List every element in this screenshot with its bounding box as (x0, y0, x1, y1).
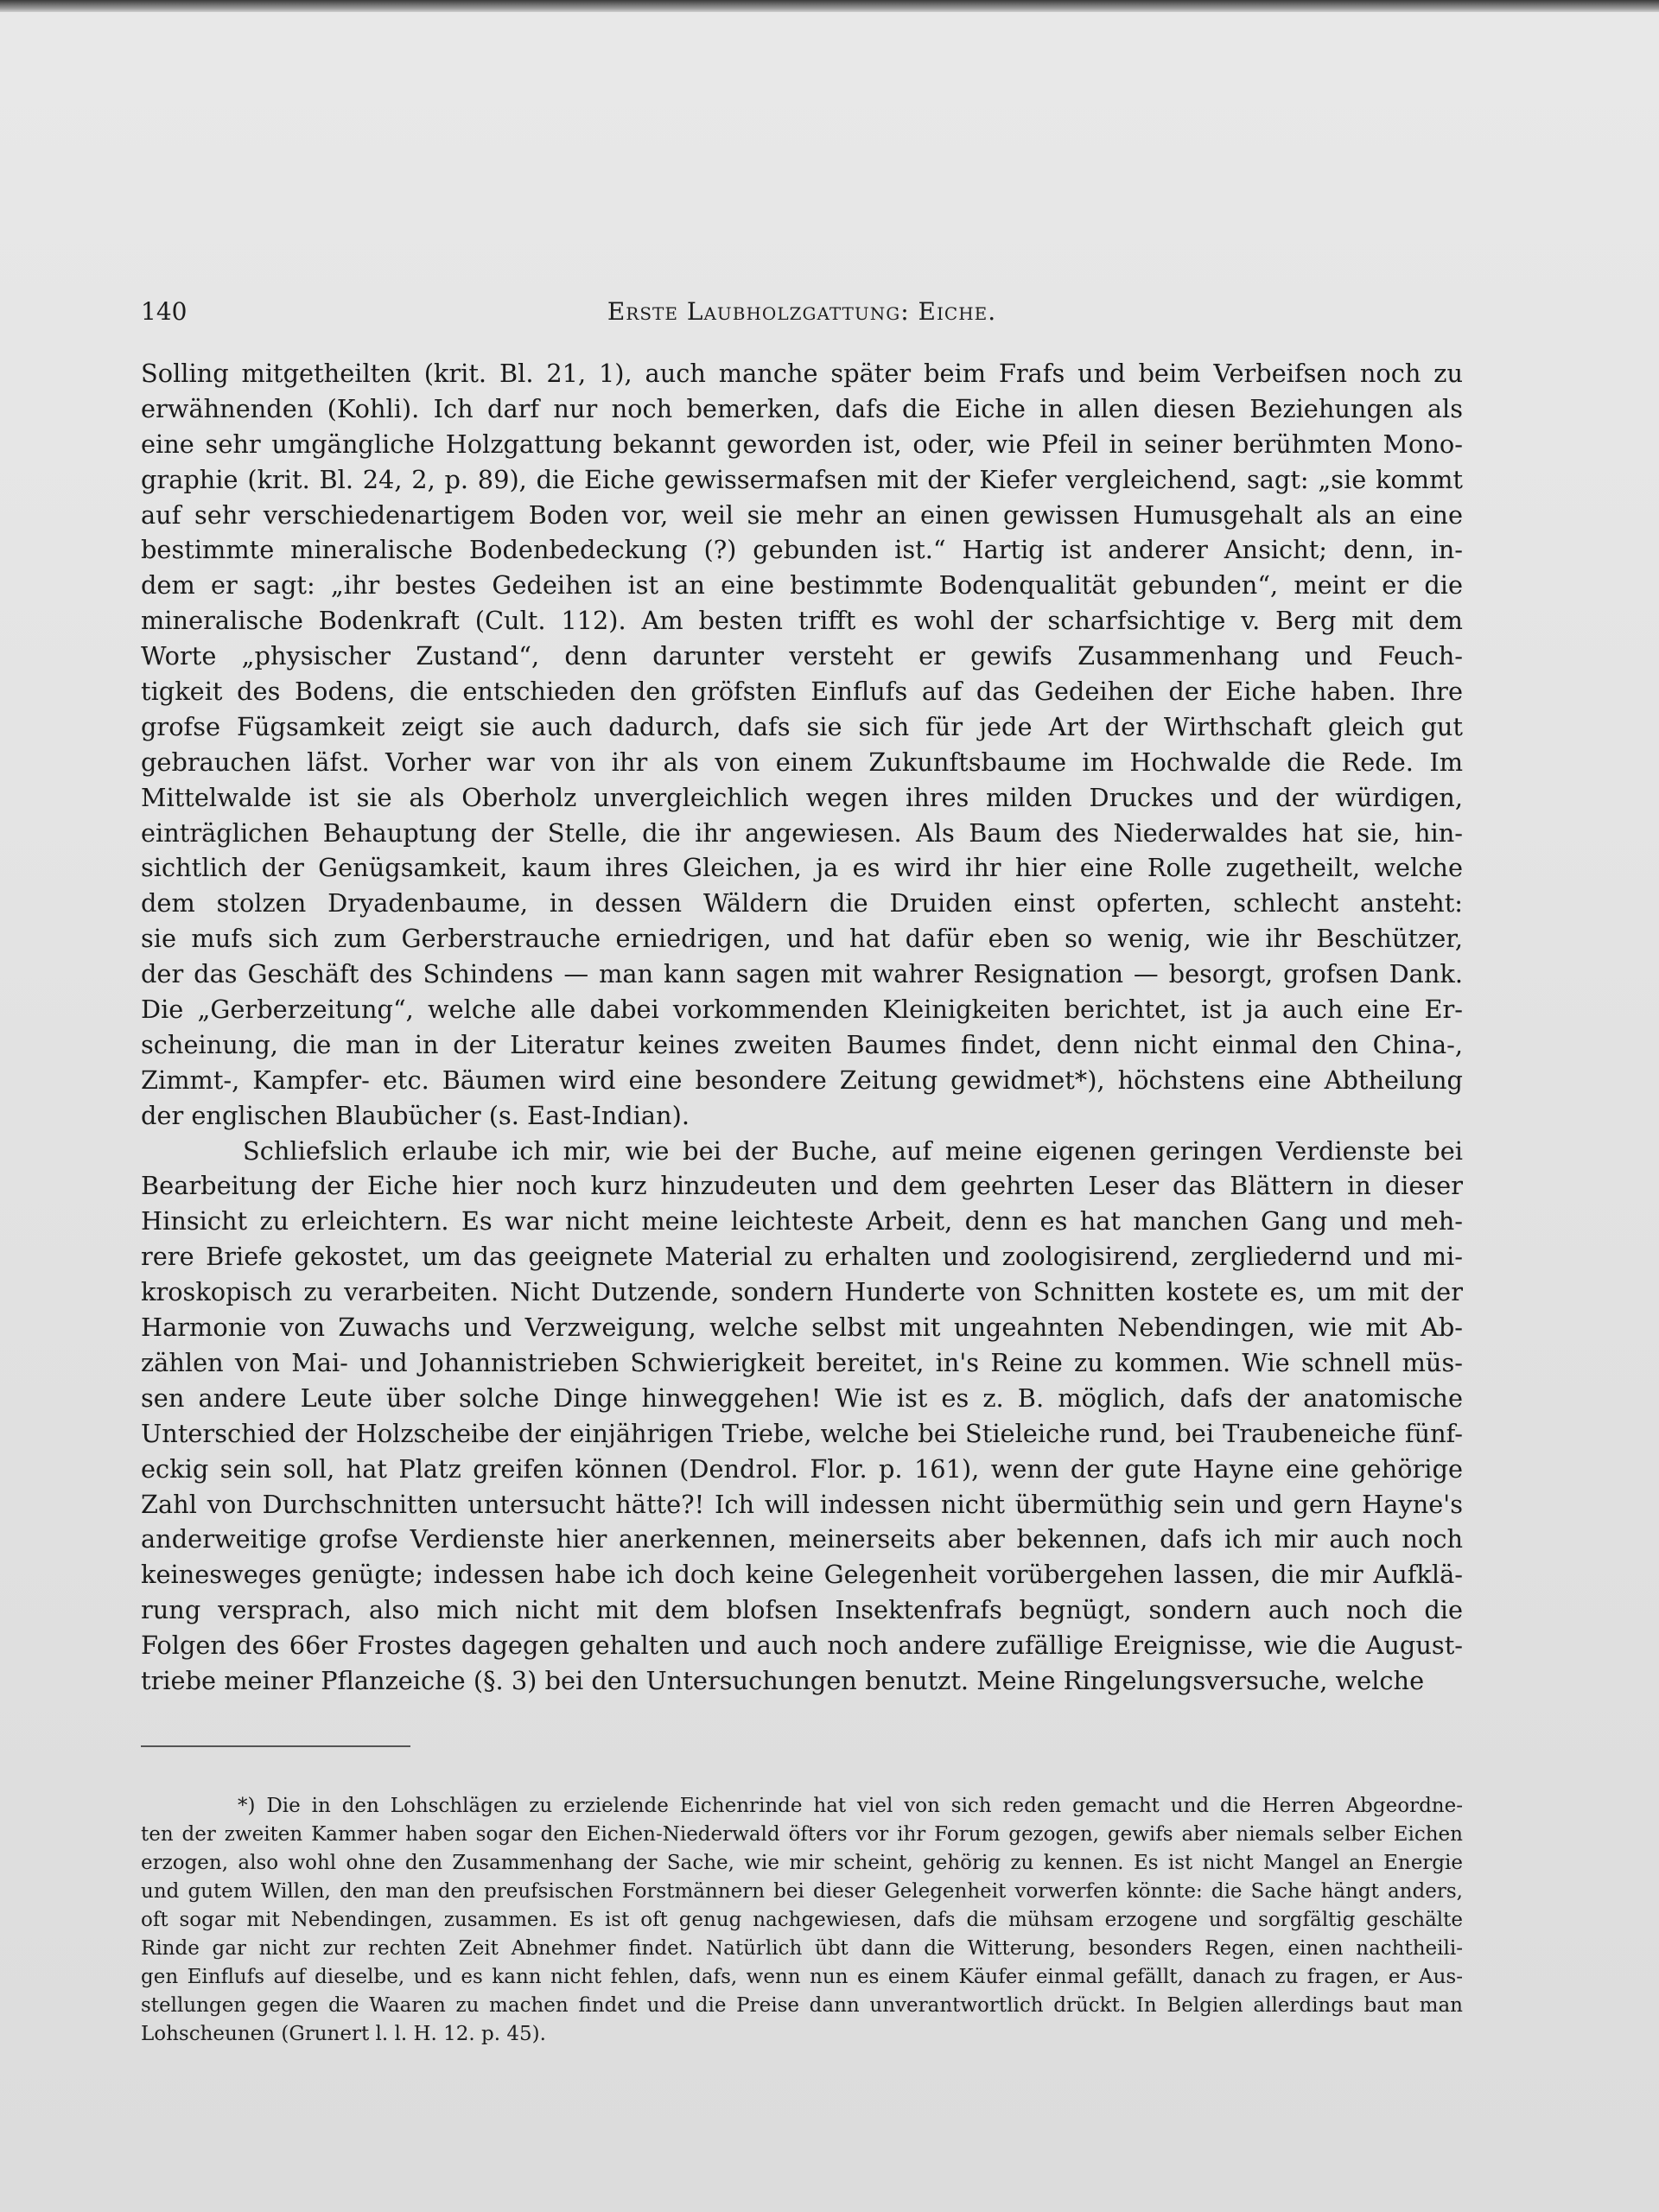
body-line: sen andere Leute über solche Dinge hinweggehen! Wie ist es z. B. möglich, dafs der anatomische (141, 1382, 1463, 1413)
body-line: anderweitige grofse Verdienste hier anerkennen, meinerseits aber bekennen, dafs ich mir auch noch (141, 1524, 1463, 1554)
body-line: Unterschied der Holzscheibe der einjährigen Triebe, welche bei Stieleiche rund, bei Traubeneiche fünf- (141, 1418, 1463, 1448)
page-number: 140 (141, 297, 188, 326)
scan-edge (0, 0, 1659, 12)
footnote-line: oft sogar mit Nebendingen, zusammen. Es ist oft genug nachgewiesen, dafs die mühsam erzogene und sorgfältig geschälte (141, 1909, 1463, 1931)
body-line: Schliefslich erlaube ich mir, wie bei der Buche, auf meine eigenen geringen Verdienste bei (243, 1135, 1463, 1166)
body-line: scheinung, die man in der Literatur keines zweiten Baumes findet, denn nicht einmal den China-, (141, 1029, 1463, 1059)
body-line: grofse Fügsamkeit zeigt sie auch dadurch, dafs sie sich für jede Art der Wirthschaft gleich gut (141, 711, 1463, 741)
body-line: eine sehr umgängliche Holzgattung bekannt geworden ist, oder, wie Pfeil in seiner berühmten Mono- (141, 429, 1463, 459)
body-line: Zimmt-, Kampfer- etc. Bäumen wird eine besondere Zeitung gewidmet*), höchstens eine Abtheilung (141, 1065, 1463, 1095)
body-line: Bearbeitung der Eiche hier noch kurz hinzudeuten und dem geehrten Leser das Blättern in dieser (141, 1171, 1463, 1201)
body-line: auf sehr verschiedenartigem Boden vor, weil sie mehr an einen gewissen Humusgehalt als an eine (141, 499, 1463, 530)
footnote-line: erzogen, also wohl ohne den Zusammenhang der Sache, wie mir scheint, gehörig zu kennen. Es ist nicht Mangel an Energie (141, 1852, 1463, 1874)
body-line: Solling mitgetheilten (krit. Bl. 21, 1), auch manche später beim Frafs und beim Verbeifsen noch zu (141, 359, 1463, 388)
page-header (141, 297, 1463, 332)
body-line: der das Geschäft des Schindens — man kann sagen mit wahrer Resignation — besorgt, grofsen Dank. (141, 959, 1463, 989)
footnote-line: stellungen gegen die Waaren zu machen findet und die Preise dann unverantwortlich drückt. In Belgien allerdings baut man (141, 1994, 1463, 2017)
body-line: Mittelwalde ist sie als Oberholz unvergleichlich wegen ihres milden Druckes und der würdigen, (141, 782, 1463, 812)
body-line: sie mufs sich zum Gerberstrauche erniedrigen, und hat dafür eben so wenig, wie ihr Beschützer, (141, 924, 1463, 954)
body-line: zählen von Mai- und Johannistrieben Schwierigkeit bereitet, in's Reine zu kommen. Wie schnell müs- (141, 1347, 1463, 1377)
body-line: einträglichen Behauptung der Stelle, die ihr angewiesen. Als Baum des Niederwaldes hat sie, hin- (141, 817, 1463, 848)
body-line: Hinsicht zu erleichtern. Es war nicht meine leichteste Arbeit, denn es hat manchen Gang und meh- (141, 1206, 1463, 1236)
footnote-line: *) Die in den Lohschlägen zu erzielende Eichenrinde hat viel von sich reden gemacht und die Herren Abgeordne- (238, 1795, 1463, 1817)
body-line: Harmonie von Zuwachs und Verzweigung, welche selbst mit ungeahnten Nebendingen, wie mit Ab- (141, 1313, 1463, 1343)
body-text (141, 356, 1463, 1699)
body-line: rere Briefe gekostet, um das geeignete Material zu erhalten und zoologisirend, zergliedernd und mi- (141, 1242, 1463, 1272)
footnote-separator (141, 1745, 410, 1747)
body-line: erwähnenden (Kohli). Ich darf nur noch bemerken, dafs die Eiche in allen diesen Beziehungen als (141, 393, 1463, 423)
body-line: mineralische Bodenkraft (Cult. 112). Am besten trifft es wohl der scharfsichtige v. Berg mit dem (141, 606, 1463, 636)
body-line: Folgen des 66er Frostes dagegen gehalten und auch noch andere zufällige Ereignisse, wie die August- (141, 1630, 1463, 1661)
body-line: dem er sagt: „ihr bestes Gedeihen ist an eine bestimmte Bodenqualität gebunden“, meint er die (141, 570, 1463, 601)
body-line: bestimmte mineralische Bodenbedeckung (?) gebunden ist.“ Hartig ist anderer Ansicht; denn, in- (141, 535, 1463, 565)
footnote-line: Lohscheunen (Grunert l. l. H. 12. p. 45). (141, 2023, 546, 2045)
body-line: kroskopisch zu verarbeiten. Nicht Dutzende, sondern Hunderte von Schnitten kostete es, um mit der (141, 1277, 1463, 1307)
body-line: eckig sein soll, hat Platz greifen können (Dendrol. Flor. p. 161), wenn der gute Hayne eine gehörige (141, 1453, 1463, 1484)
body-line: rung versprach, also mich nicht mit dem blofsen Insektenfrafs begnügt, sondern auch noch die (141, 1595, 1463, 1625)
body-line: graphie (krit. Bl. 24, 2, p. 89), die Eiche gewissermafsen mit der Kiefer vergleichend, sagt: „sie kommt (141, 464, 1463, 494)
footnotes (141, 1792, 1463, 2049)
footnote-line: gen Einflufs auf dieselbe, und es kann nicht fehlen, dafs, wenn nun es einem Käufer einmal gefällt, danach zu fragen, er Aus- (141, 1966, 1463, 1988)
body-line: triebe meiner Pflanzeiche (§. 3) bei den Untersuchungen benutzt. Meine Ringelungsversuche, welche (141, 1665, 1425, 1695)
body-line: tigkeit des Bodens, die entschieden den gröfsten Einflufs auf das Gedeihen der Eiche haben. Ihre (141, 677, 1463, 707)
body-line: gebrauchen läfst. Vorher war von ihr als von einem Zukunftsbaume im Hochwalde die Rede. Im (141, 747, 1463, 777)
body-line: Zahl von Durchschnitten untersucht hätte?! Ich will indessen nicht übermüthig sein und gern Hayne's (141, 1489, 1463, 1519)
footnote-line: ten der zweiten Kammer haben sogar den Eichen-Niederwald öfters vor ihr Forum gezogen, gewifs aber niemals selber Eichen (141, 1823, 1463, 1846)
body-line: dem stolzen Dryadenbaume, in dessen Wäldern die Druiden einst opferten, schlecht ansteht: (141, 888, 1463, 918)
body-line: keinesweges genügte; indessen habe ich doch keine Gelegenheit vorübergehen lassen, die mir Aufklä- (141, 1560, 1463, 1590)
running-head: Erste Laubholzgattung: Eiche. (607, 297, 997, 326)
footnote-line: Rinde gar nicht zur rechten Zeit Abnehmer findet. Natürlich übt dann die Witterung, besonders Regen, einen nachtheili- (141, 1937, 1463, 1960)
body-line: sichtlich der Genügsamkeit, kaum ihres Gleichen, ja es wird ihr hier eine Rolle zugetheilt, welche (141, 853, 1463, 883)
footnote-line: und gutem Willen, den man den preufsischen Forstmännern bei dieser Gelegenheit vorwerfen könnte: die Sache hängt anders, (141, 1880, 1463, 1903)
body-line: Worte „physischer Zustand“, denn darunter versteht er gewifs Zusammenhang und Feuch- (141, 641, 1463, 671)
book-page (0, 12, 1659, 2212)
body-line: Die „Gerberzeitung“, welche alle dabei vorkommenden Kleinigkeiten berichtet, ist ja auch eine Er- (141, 995, 1463, 1025)
body-line: der englischen Blaubücher (s. East-Indian). (141, 1100, 690, 1130)
